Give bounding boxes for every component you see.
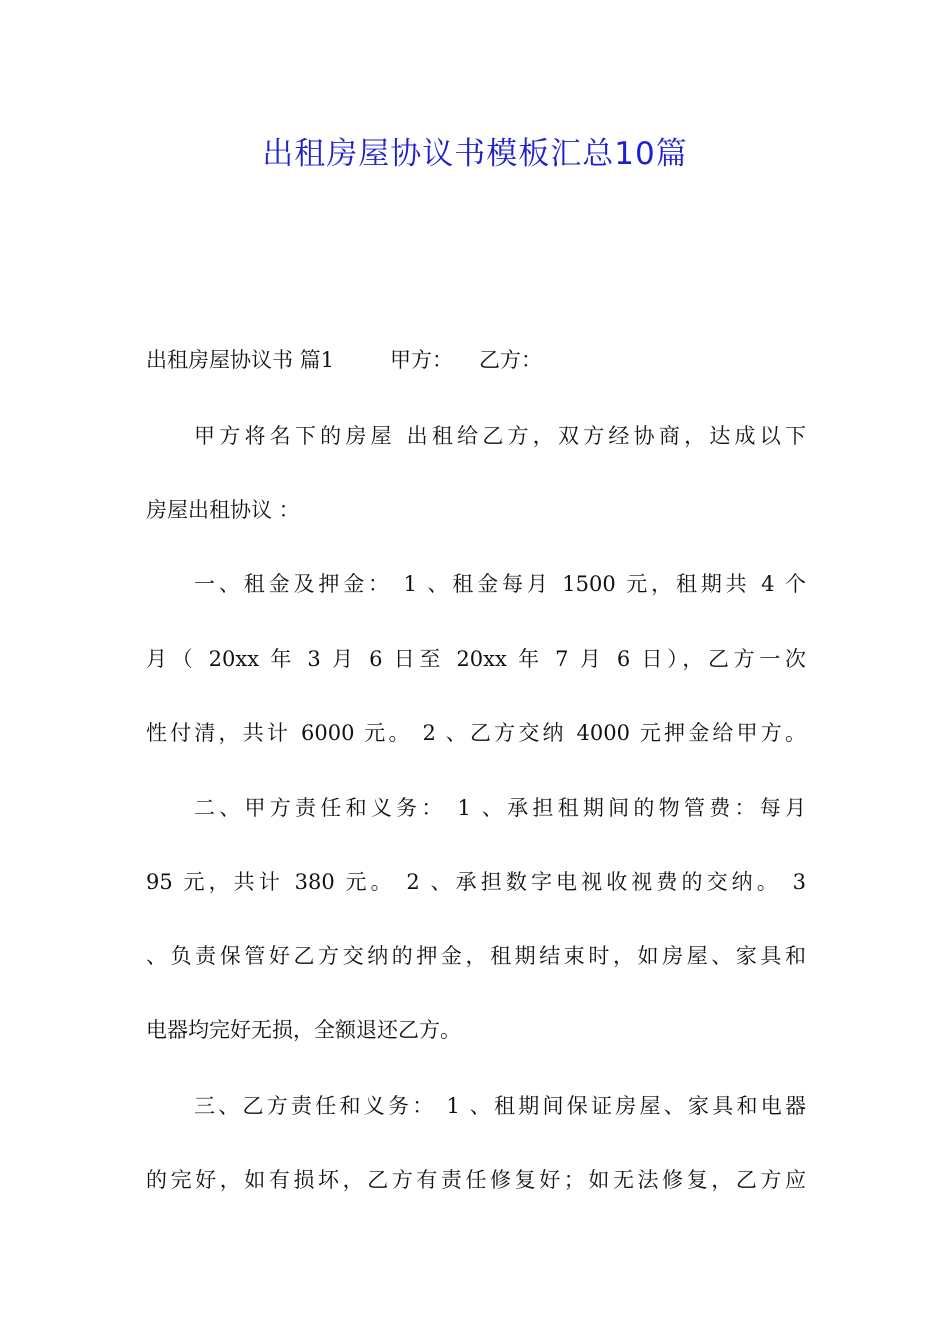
paragraph-line: 甲方将名下的房屋 出租给乙方，双方经协商，达成以下 [194, 424, 806, 448]
document-title: 出租房屋协议书模板汇总10篇 [262, 136, 688, 172]
paragraph-line: 一、租金及押金： 1 、租金每月 1500 元，租期共 4 个 [194, 572, 806, 596]
paragraph-line: 性付清，共计 6000 元。 2 、乙方交纳 4000 元押金给甲方。 [146, 721, 806, 745]
party-b-label: 乙方： [479, 348, 543, 372]
paragraph-line: 月（ 20xx 年 3 月 6 日至 20xx 年 7 月 6 日），乙方一次 [146, 647, 806, 671]
section-header [146, 345, 542, 375]
paragraph-line: 、负责保管好乙方交纳的押金，租期结束时，如房屋、家具和 [146, 944, 806, 968]
paragraph-line: 二、甲方责任和义务： 1 、承担租期间的物管费：每月 [194, 796, 806, 820]
paragraph-line: 的完好，如有损坏，乙方有责任修复好；如无法修复，乙方应 [146, 1168, 806, 1192]
paragraph-line: 电器均完好无损，全额退还乙方。 [146, 1018, 461, 1042]
section-title: 出租房屋协议书 篇1 [146, 348, 335, 372]
paragraph-line: 95 元，共计 380 元。 2 、承担数字电视收视费的交纳。 3 [146, 870, 806, 894]
paragraph-line: 房屋出租协议 ： [146, 498, 300, 522]
paragraph-line: 三、乙方责任和义务： 1 、租期间保证房屋、家具和电器 [194, 1094, 806, 1118]
party-a-label: 甲方： [390, 348, 454, 372]
